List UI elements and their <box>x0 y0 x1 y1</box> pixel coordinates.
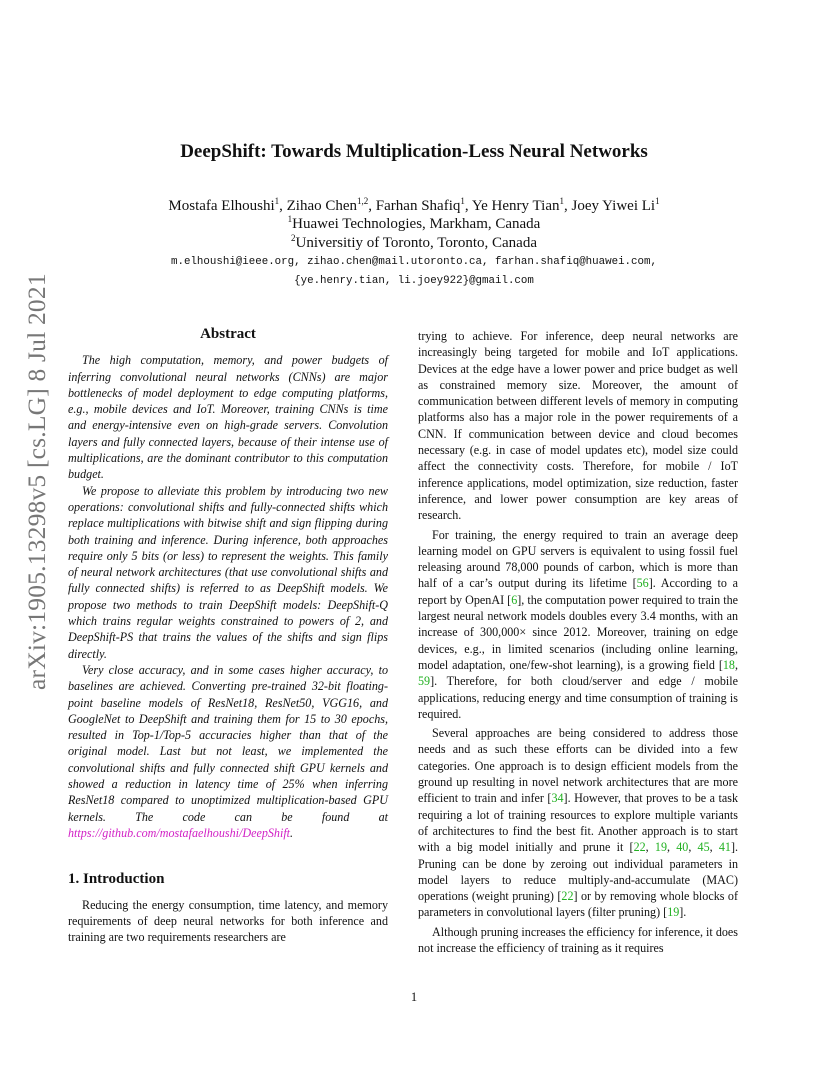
body-text: , <box>734 657 738 672</box>
abstract-heading: Abstract <box>200 326 256 342</box>
right-column <box>418 328 738 959</box>
body-text: For training, the energy required to train an average deep learning model on GPU servers is equivalent to using fossil fuel releasing around 78,000 pounds of carbon, which is more than half of a car’s output during its lifetime [ <box>418 527 738 591</box>
body-text: ]. However, that proves to be a task requiring a lot of training resources to explore multiple variants of architectures to find the best fit. Another approach is to start with a big model initially and prune it [ <box>418 791 738 855</box>
author-name: , Farhan Shafiq <box>368 198 461 214</box>
citation-link[interactable]: 45 <box>697 840 710 855</box>
citation-link[interactable]: 22 <box>561 889 574 904</box>
affiliation-2 <box>0 233 828 252</box>
introduction-body <box>68 897 388 946</box>
body-paragraph-3 <box>418 725 738 921</box>
citation-link[interactable]: 19 <box>654 840 667 855</box>
author-list <box>0 196 828 215</box>
citation-link[interactable]: 18 <box>722 657 735 672</box>
affiliation-text: Universitiy of Toronto, Toronto, Canada <box>295 235 537 251</box>
body-text: , <box>666 840 677 855</box>
abstract-text: . <box>290 825 294 840</box>
body-text: ], the computation power required to train the largest neural network models doubles every 3.4 months, with an increase of 300,000× since 2012. Moreover, training on edge devices, e.g., in limited scenarios (including online learning, model adaptation, one/few-shot learning), is a growing field [ <box>418 592 738 672</box>
body-text: , <box>645 840 655 855</box>
author-affiliation-mark: 1 <box>274 196 280 206</box>
body-text: Several approaches are being considered to address those needs and as such these efforts can be divided into a few categories. One approach is to design efficient models from the ground up resulting in novel network architectures that are more efficient to train and infer [ <box>418 726 738 806</box>
body-text: ] or by removing whole blocks of parameters in convolutional layers (filter pruning) [ <box>418 889 738 920</box>
email-line-1: m.elhoushi@ieee.org, zihao.chen@mail.utoronto.ca, farhan.shafiq@huawei.com, <box>171 256 657 268</box>
abstract-paragraph-2: We propose to alleviate this problem by introducing two new operations: convolutional shifts and fully-connected shifts which replace multiplications with bitwise shift and sign flipping during both training and inference. During inference, both approaches require only 5 bits (or less) to represent the weights. This family of neural network architectures (that use convolutional shifts and fully connected shifts) is referred to as DeepShift models. We propose two methods to train DeepShift models: DeepShift-Q which trains regular weights constrained to powers of 2, and DeepShift-PS that trains the values of the shifts and sign flips directly. <box>68 483 388 661</box>
abstract-paragraph-1: The high computation, memory, and power budgets of inferring convolutional neural networks (CNNs) are major bottlenecks of model deployment to edge computing platforms, e.g., mobile devices and IoT. Moreover, training CNNs is time and energy-intensive even on high-grade servers. Convolution layers and fully connected layers, because of their intense use of multiplications, are the dominant contributor to this computation budget. <box>68 353 388 482</box>
citation-link[interactable]: 22 <box>633 840 646 855</box>
body-paragraph-4: Although pruning increases the efficiency for inference, it does not increase the efficiency of training as it requires <box>418 924 738 955</box>
abstract-paragraph-3 <box>68 662 388 841</box>
author-affiliation-mark: 1 <box>460 196 465 206</box>
author-name: , Ye Henry Tian <box>464 198 560 214</box>
introduction-paragraph-1: Reducing the energy consumption, time latency, and memory requirements of deep neural networks for both inference and training are two requirements researchers are <box>68 897 388 945</box>
body-text: , <box>709 840 719 855</box>
affiliation-mark: 1 <box>287 214 293 224</box>
page-number: 1 <box>410 990 418 1004</box>
introduction-heading: 1. Introduction <box>68 871 165 888</box>
citation-link[interactable]: 6 <box>511 592 518 607</box>
paper-title: DeepShift: Towards Multiplication-Less Neural Networks <box>180 141 648 162</box>
author-name: Mostafa Elhoushi <box>168 198 275 214</box>
citation-link[interactable]: 19 <box>667 905 680 920</box>
author-name: , Joey Yiwei Li <box>563 198 656 214</box>
body-text: ]. Pruning can be done by zeroing out individual parameters in model layers to reduce multiply-and-accumulate (MAC) operations (weight pruning) [ <box>418 840 739 904</box>
body-paragraph-1: trying to achieve. For inference, deep neural networks are increasingly being targeted for mobile and IoT applications. Devices at the edge have a lower power and price budget as well as constrained memory size. Moreover, the amount of communication between different levels of memory in computing platforms also has a major role in the power requirements of a CNN. If communication between device and cloud becomes necessary (e.g. in case of model updates etc), model size could affect the connectivity costs. Therefore, for mobile / IoT inference applications, model optimization, size reduction, faster inference, and lower power consumption are key areas of research. <box>418 329 738 523</box>
citation-link[interactable]: 41 <box>718 840 731 855</box>
citation-link[interactable]: 59 <box>418 674 431 689</box>
citation-link[interactable]: 40 <box>676 840 689 855</box>
author-affiliation-mark: 1 <box>655 196 660 206</box>
email-line-2: {ye.henry.tian, li.joey922}@gmail.com <box>294 275 534 287</box>
author-name: , Zihao Chen <box>279 198 358 214</box>
citation-link[interactable]: 56 <box>636 576 649 591</box>
body-paragraph-2 <box>418 527 738 723</box>
body-text: , <box>688 840 698 855</box>
author-affiliation-mark: 1 <box>559 196 564 206</box>
body-text: ]. Therefore, for both cloud/server and edge / mobile applications, reducing energy and time consumption of training is required. <box>418 674 738 721</box>
body-text: ]. <box>679 905 687 920</box>
abstract-body <box>68 352 388 841</box>
affiliation-mark: 2 <box>291 233 296 243</box>
author-affiliation-mark: 1,2 <box>357 196 369 206</box>
code-link[interactable]: https://github.com/mostafaelhoushi/DeepShift <box>68 825 291 840</box>
arxiv-stamp: arXiv:1905.13298v5 [cs.LG] 8 Jul 2021 <box>22 273 51 690</box>
body-text: ]. According to a report by OpenAI [ <box>418 576 738 607</box>
left-column <box>68 326 388 945</box>
affiliation-1 <box>0 214 828 233</box>
abstract-text: Very close accuracy, and in some cases higher accuracy, to baselines are achieved. Converting pre-trained 32-bit floating-point baseline models of ResNet18, ResNet50, VGG16, and GoogleNet to DeepShift and training them for 15 to 30 epochs, resulted in Top-1/Top-5 accuracies higher than that of the original model. Last but not least, we implemented the convolutional shifts and fully connected shift GPU kernels and showed a reduction in latency time of 25% when inferring ResNet18 compared to unoptimized multiplication-based GPU kernels. The code can be found at <box>68 662 388 824</box>
citation-link[interactable]: 34 <box>551 791 564 806</box>
affiliation-text: Huawei Technologies, Markham, Canada <box>292 216 541 232</box>
